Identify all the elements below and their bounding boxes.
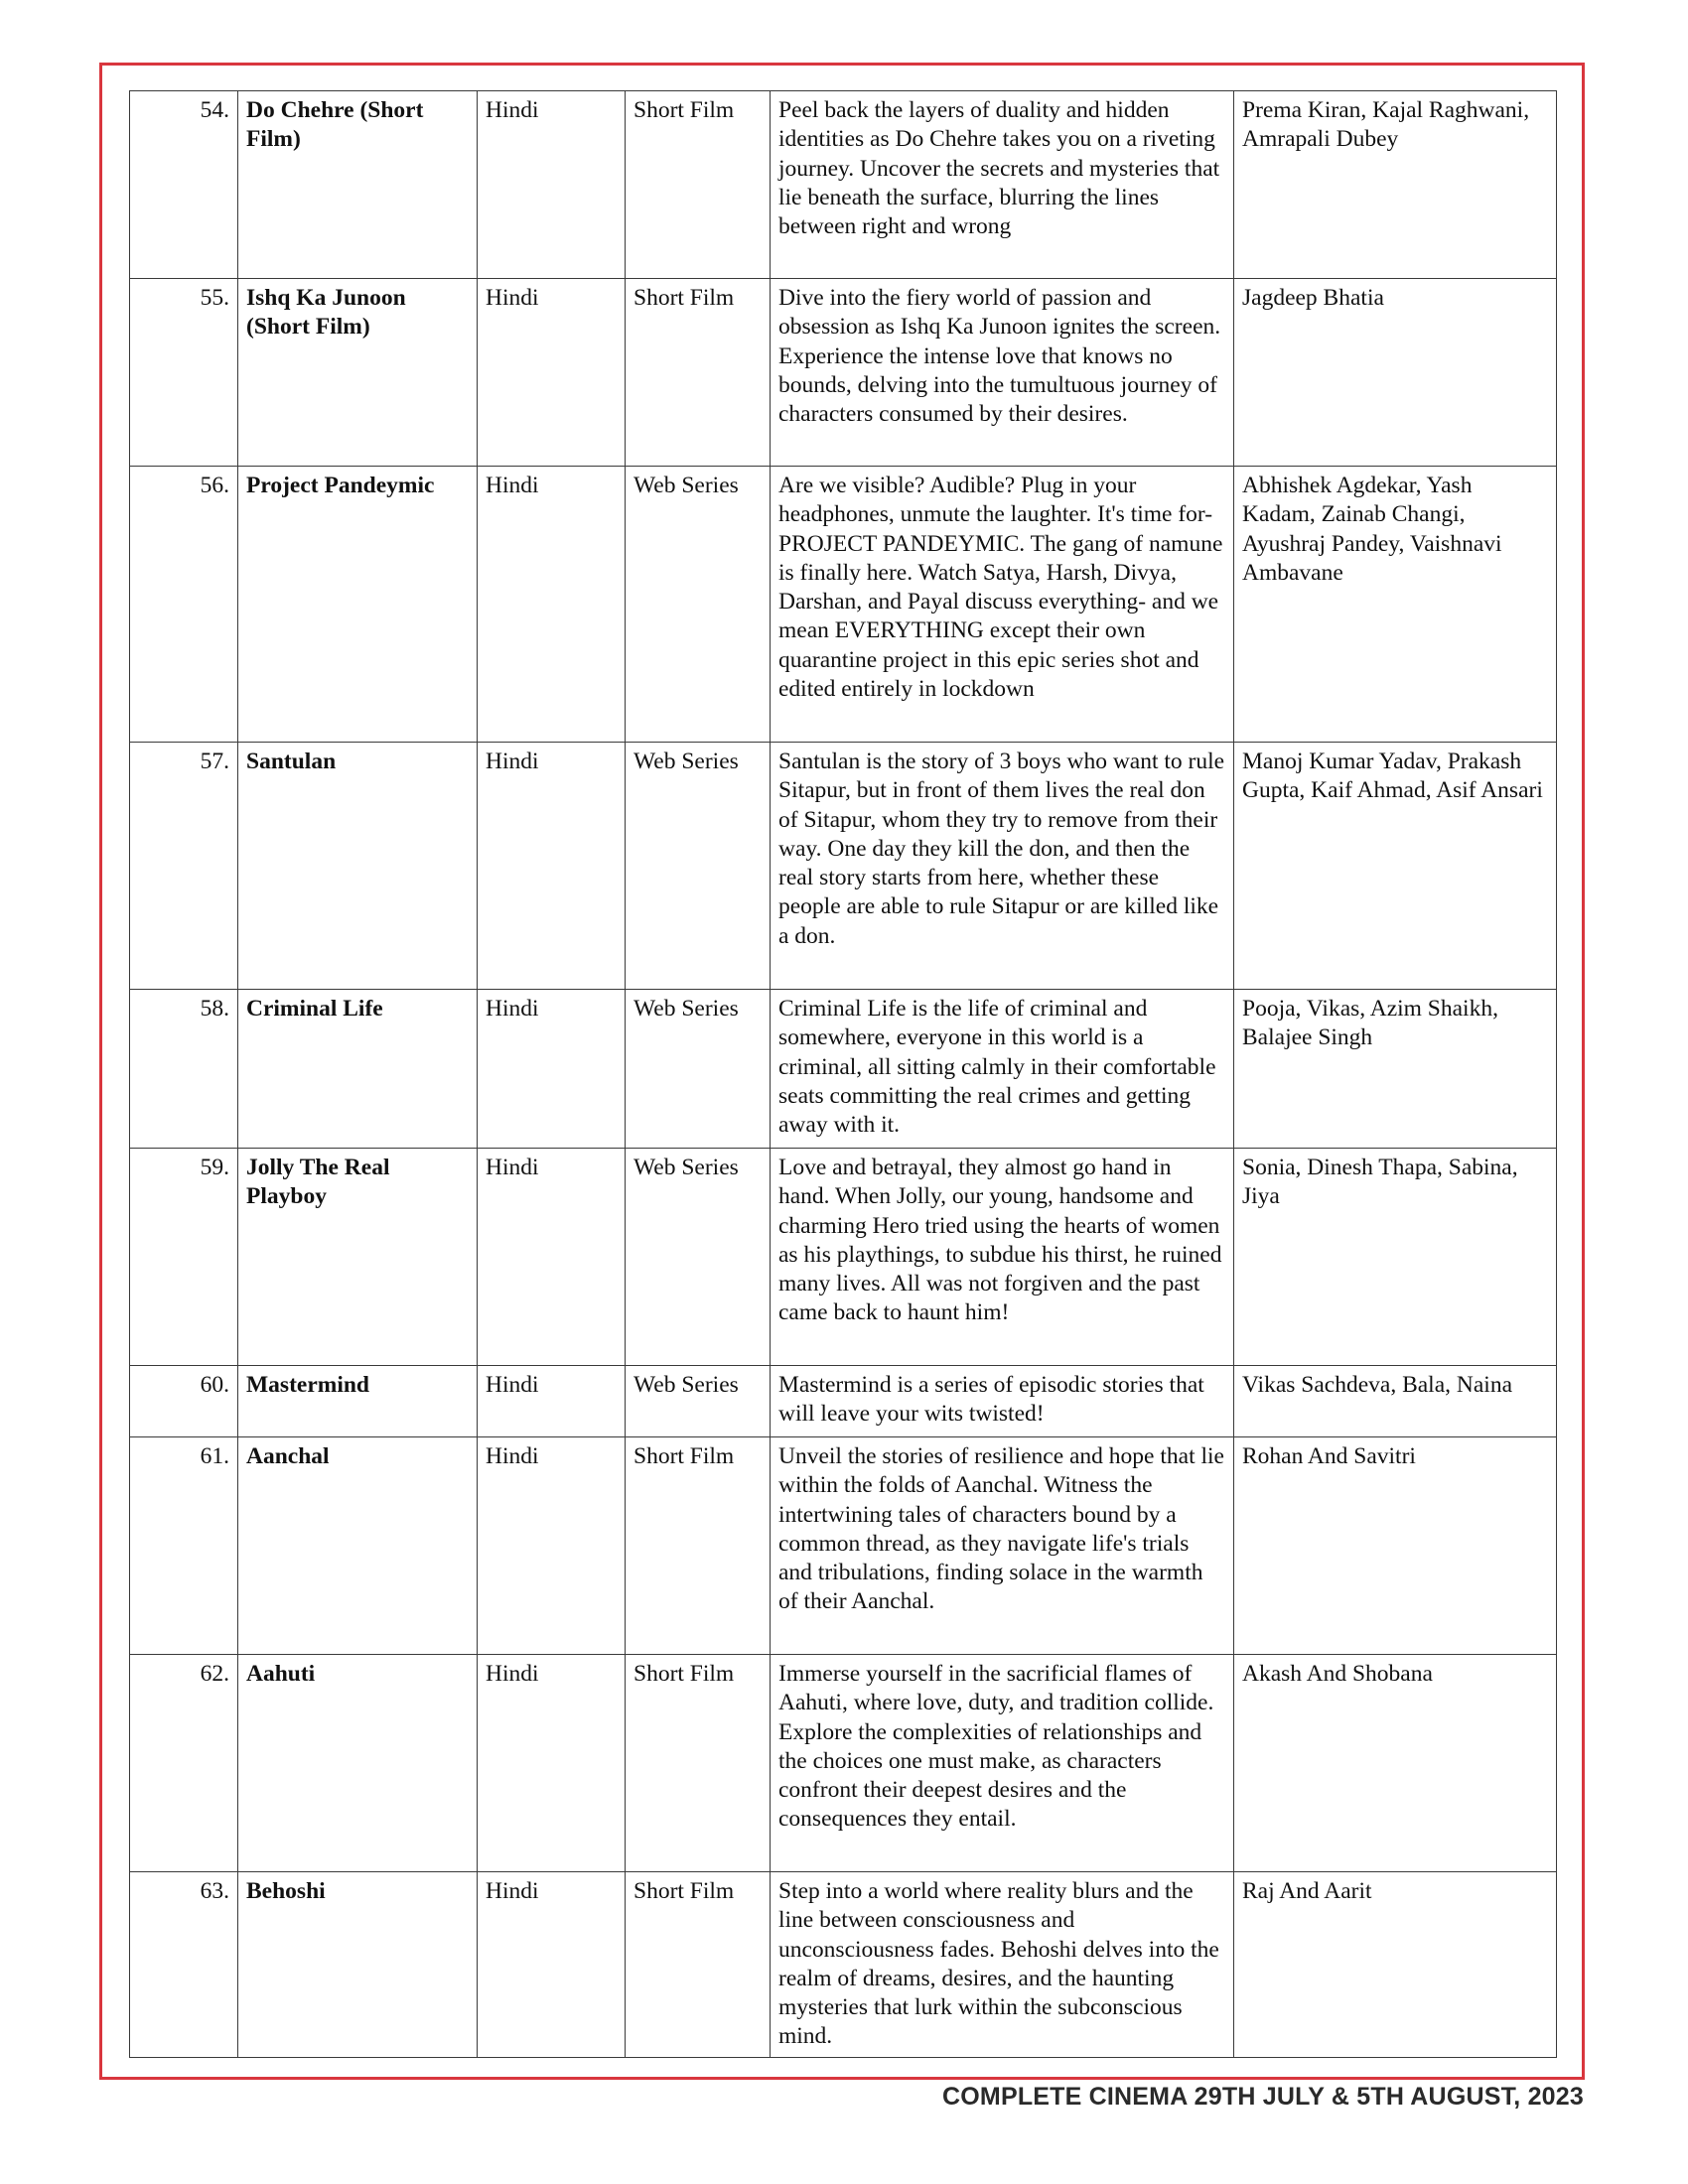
row-cast: Pooja, Vikas, Azim Shaikh, Balajee Singh (1234, 990, 1557, 1149)
row-format: Short Film (626, 1872, 771, 2058)
row-title: Mastermind (238, 1366, 478, 1437)
row-number: 63. (130, 1872, 238, 2058)
row-language: Hindi (478, 1437, 626, 1655)
table-row (130, 1655, 1557, 1872)
table-row (130, 279, 1557, 467)
row-format: Short Film (626, 91, 771, 279)
row-language: Hindi (478, 990, 626, 1149)
row-format: Web Series (626, 467, 771, 743)
page-footer: COMPLETE CINEMA 29TH JULY & 5TH AUGUST, 2023 (942, 2083, 1584, 2111)
table-row (130, 743, 1557, 990)
row-cast: Abhishek Agdekar, Yash Kadam, Zainab Changi, Ayushraj Pandey, Vaishnavi Ambavane (1234, 467, 1557, 743)
row-format: Short Film (626, 1437, 771, 1655)
row-synopsis: Immerse yourself in the sacrificial flames of Aahuti, where love, duty, and tradition collide. Explore the complexities of relationships and the choices one must make, as characters confront their deepest desires and the consequences they entail. (771, 1655, 1234, 1872)
row-language: Hindi (478, 1366, 626, 1437)
table-row (130, 91, 1557, 279)
row-cast: Jagdeep Bhatia (1234, 279, 1557, 467)
row-language: Hindi (478, 91, 626, 279)
row-title: Jolly The Real Playboy (238, 1149, 478, 1366)
row-number: 55. (130, 279, 238, 467)
row-title: Do Chehre (Short Film) (238, 91, 478, 279)
row-format: Short Film (626, 279, 771, 467)
row-title: Aanchal (238, 1437, 478, 1655)
row-language: Hindi (478, 1655, 626, 1872)
row-number: 62. (130, 1655, 238, 1872)
row-synopsis: Criminal Life is the life of criminal and somewhere, everyone in this world is a criminal, all sitting calmly in their comfortable seats committing the real crimes and getting away with it. (771, 990, 1234, 1149)
row-format: Web Series (626, 1149, 771, 1366)
row-synopsis: Peel back the layers of duality and hidden identities as Do Chehre takes you on a riveting journey. Uncover the secrets and mysteries that lie beneath the surface, blurring the lines between right and wrong (771, 91, 1234, 279)
row-title: Ishq Ka Junoon (Short Film) (238, 279, 478, 467)
row-number: 54. (130, 91, 238, 279)
table-row (130, 1437, 1557, 1655)
row-cast: Sonia, Dinesh Thapa, Sabina, Jiya (1234, 1149, 1557, 1366)
table-row (130, 1149, 1557, 1366)
table-row (130, 1366, 1557, 1437)
table-row (130, 1872, 1557, 2058)
row-cast: Vikas Sachdeva, Bala, Naina (1234, 1366, 1557, 1437)
row-language: Hindi (478, 279, 626, 467)
row-synopsis: Dive into the fiery world of passion and obsession as Ishq Ka Junoon ignites the screen. Experience the intense love that knows no bounds, delving into the tumultuous journey of characters consumed by their desires. (771, 279, 1234, 467)
row-language: Hindi (478, 743, 626, 990)
row-cast: Prema Kiran, Kajal Raghwani, Amrapali Dubey (1234, 91, 1557, 279)
row-number: 60. (130, 1366, 238, 1437)
row-format: Web Series (626, 743, 771, 990)
row-format: Web Series (626, 990, 771, 1149)
row-title: Aahuti (238, 1655, 478, 1872)
row-number: 56. (130, 467, 238, 743)
row-format: Short Film (626, 1655, 771, 1872)
row-title: Criminal Life (238, 990, 478, 1149)
row-synopsis: Santulan is the story of 3 boys who want to rule Sitapur, but in front of them lives the real don of Sitapur, whom they try to remove from their way. One day they kill the don, and then the real story starts from here, whether these people are able to rule Sitapur or are killed like a don. (771, 743, 1234, 990)
row-number: 58. (130, 990, 238, 1149)
row-number: 61. (130, 1437, 238, 1655)
row-language: Hindi (478, 1149, 626, 1366)
row-title: Behoshi (238, 1872, 478, 2058)
row-cast: Akash And Shobana (1234, 1655, 1557, 1872)
row-synopsis: Mastermind is a series of episodic stories that will leave your wits twisted! (771, 1366, 1234, 1437)
table-row (130, 467, 1557, 743)
row-title: Project Pandeymic (238, 467, 478, 743)
row-number: 57. (130, 743, 238, 990)
content-listing-table (129, 90, 1557, 2058)
row-synopsis: Are we visible? Audible? Plug in your headphones, unmute the laughter. It's time for- PROJECT PANDEYMIC. The gang of namune is finally here. Watch Satya, Harsh, Divya, Darshan, and Payal discuss everything- and we mean EVERYTHING except their own quarantine project in this epic series shot and edited entirely in lockdown (771, 467, 1234, 743)
row-synopsis: Love and betrayal, they almost go hand in hand. When Jolly, our young, handsome and charming Hero tried using the hearts of women as his playthings, to subdue his thirst, he ruined many lives. All was not forgiven and the past came back to haunt him! (771, 1149, 1234, 1366)
row-cast: Raj And Aarit (1234, 1872, 1557, 2058)
row-language: Hindi (478, 467, 626, 743)
row-language: Hindi (478, 1872, 626, 2058)
row-cast: Manoj Kumar Yadav, Prakash Gupta, Kaif Ahmad, Asif Ansari (1234, 743, 1557, 990)
row-number: 59. (130, 1149, 238, 1366)
table-row (130, 990, 1557, 1149)
row-format: Web Series (626, 1366, 771, 1437)
row-title: Santulan (238, 743, 478, 990)
row-synopsis: Step into a world where reality blurs and the line between consciousness and unconsciousness fades. Behoshi delves into the realm of dreams, desires, and the haunting mysteries that lurk within the subconscious mind. (771, 1872, 1234, 2058)
row-synopsis: Unveil the stories of resilience and hope that lie within the folds of Aanchal. Witness the intertwining tales of characters bound by a common thread, as they navigate life's trials and tribulations, finding solace in the warmth of their Aanchal. (771, 1437, 1234, 1655)
row-cast: Rohan And Savitri (1234, 1437, 1557, 1655)
